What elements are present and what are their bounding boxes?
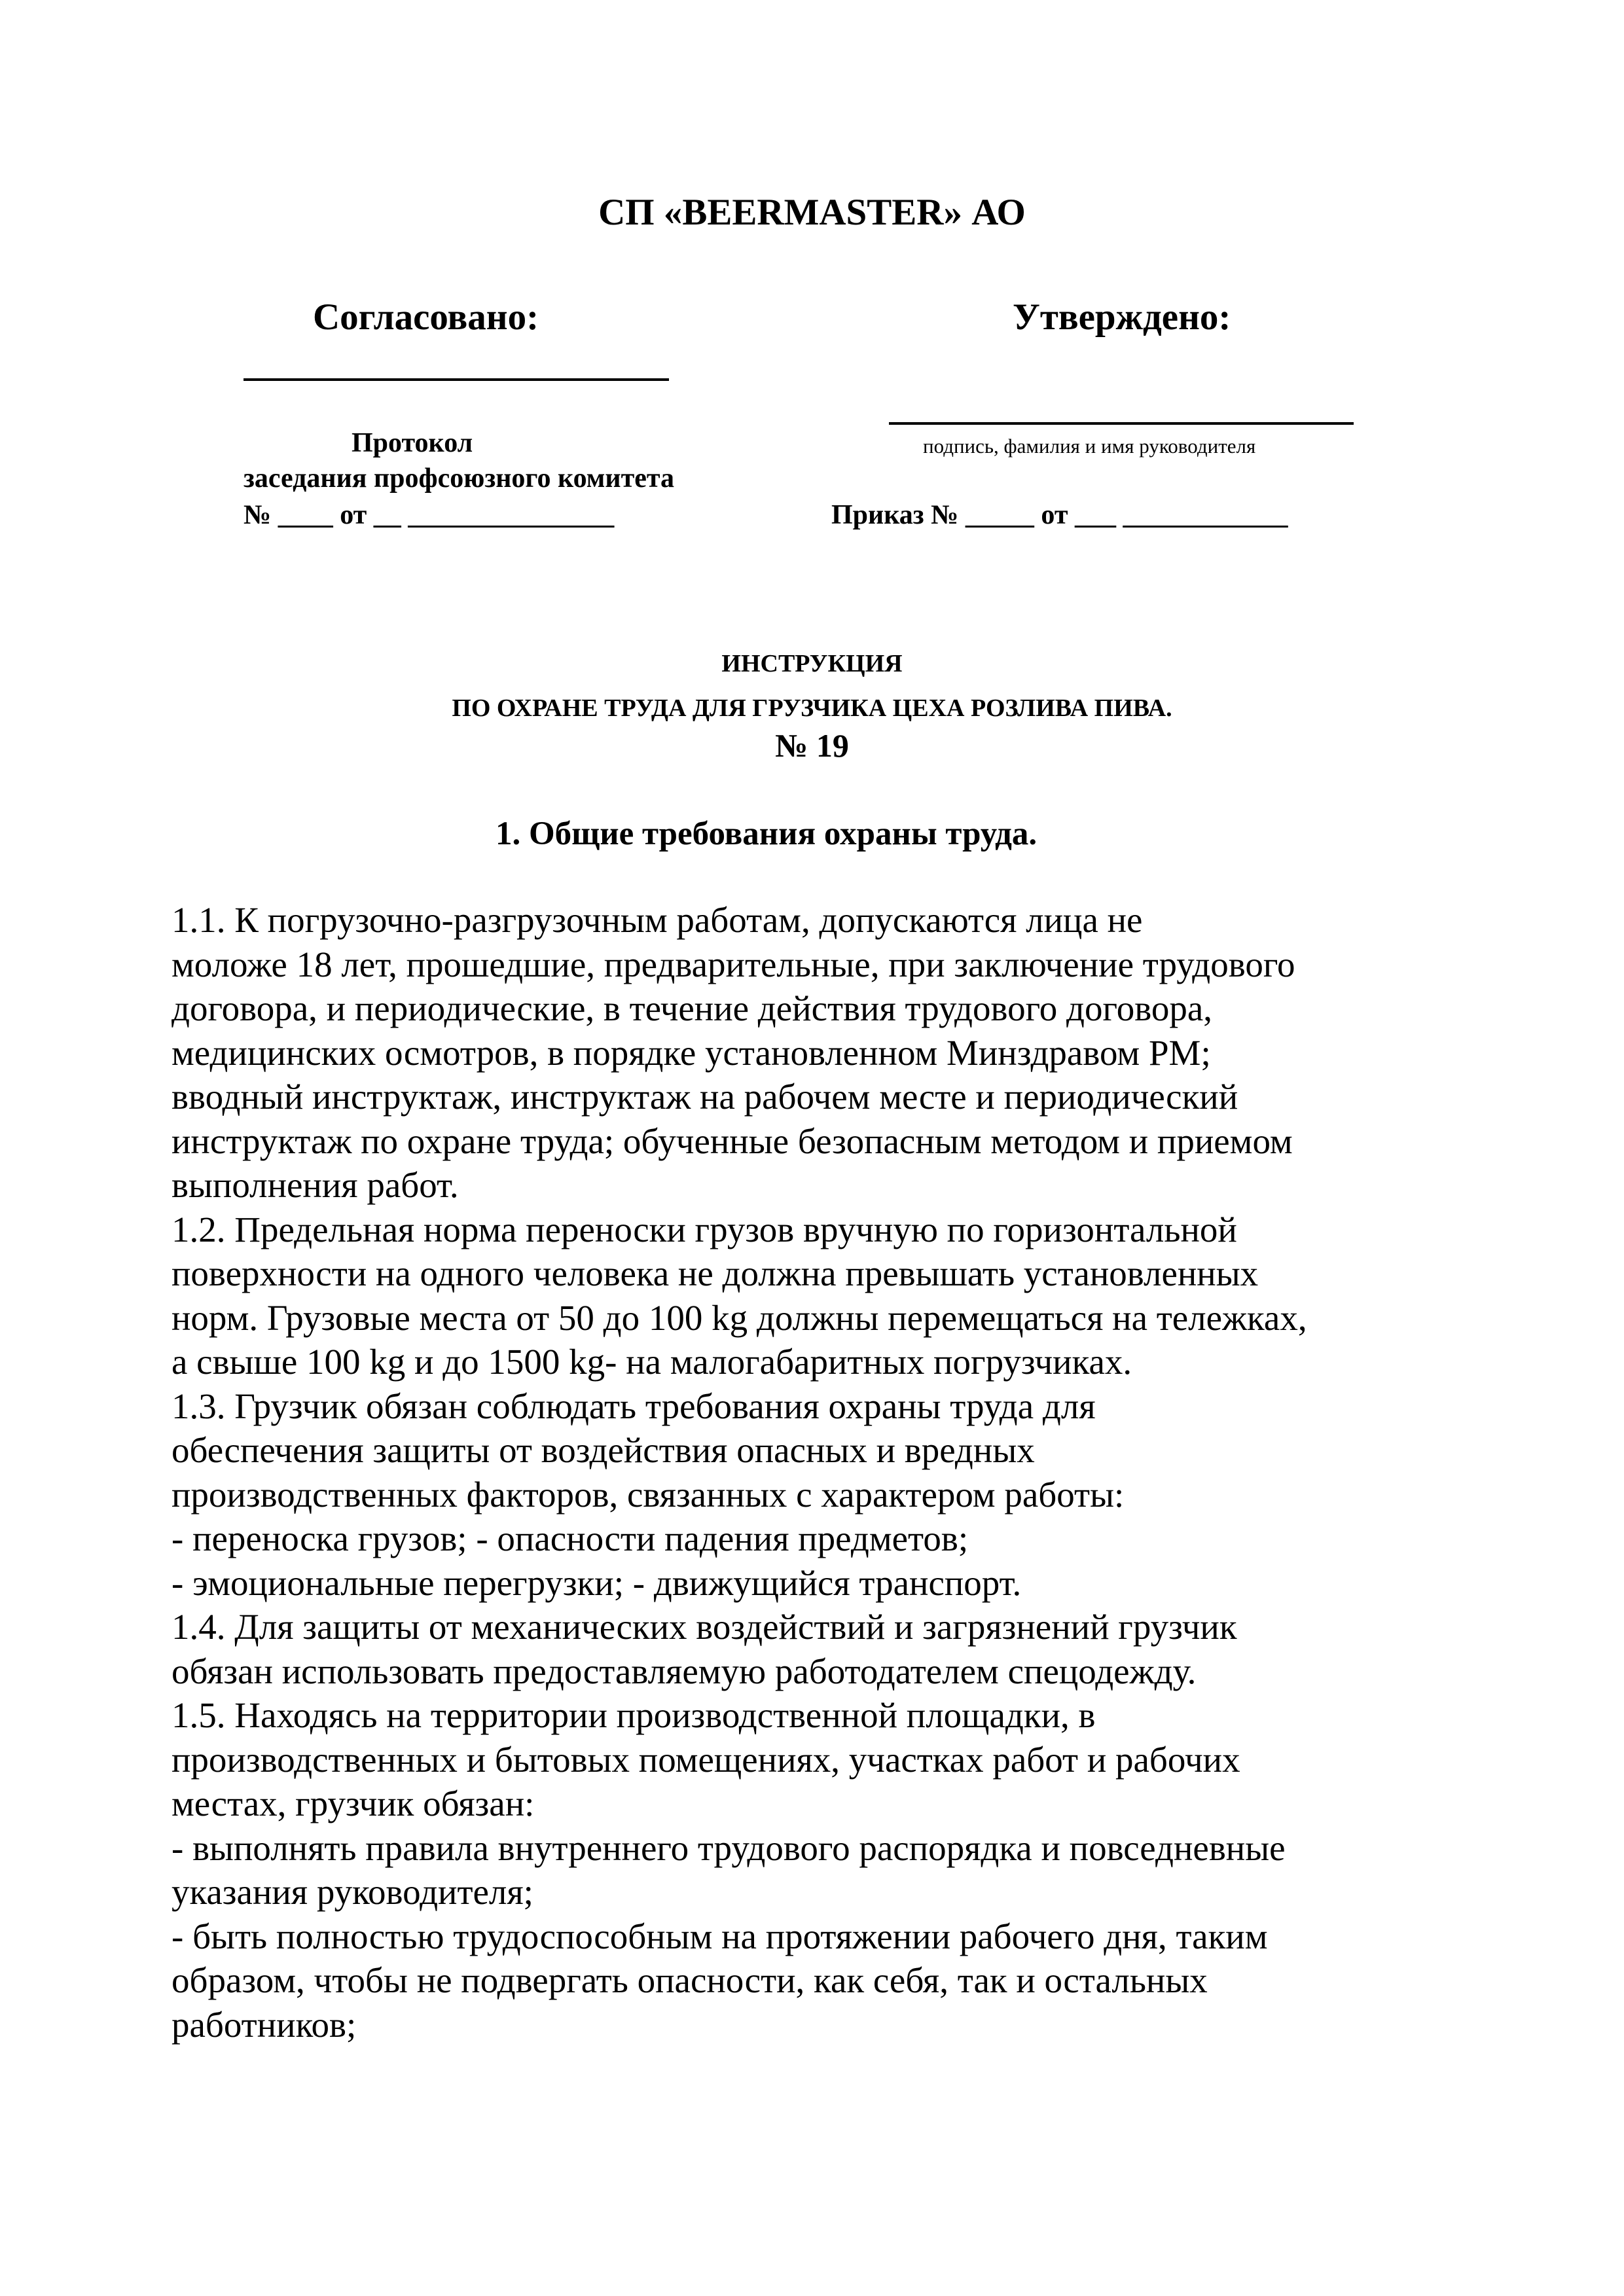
agreed-label: Согласовано: [313, 296, 539, 338]
body-line: указания руководителя; [171, 1872, 533, 1912]
body-line: 1.5. Находясь на территории производственной площадки, в [171, 1695, 1096, 1735]
body-line: моложе 18 лет, прошедшие, предварительные, при заключение трудового [171, 944, 1295, 984]
body-line: договора, и периодические, в течение действия трудового договора, [171, 988, 1212, 1028]
body-line: обеспечения защиты от воздействия опасных и вредных [171, 1430, 1035, 1470]
body-line: медицинских осмотров, в порядке установленном Минздравом РМ; [171, 1032, 1211, 1073]
body-line: - выполнять правила внутреннего трудового распорядка и повседневные [171, 1827, 1286, 1868]
approved-label: Утверждено: [1013, 296, 1231, 338]
body-line: образом, чтобы не подвергать опасности, как себя, так и остальных [171, 1960, 1208, 2000]
body-line: производственных и бытовых помещениях, участках работ и рабочих [171, 1739, 1240, 1780]
agreed-signature-line [244, 378, 669, 381]
body-line: 1.4. Для защиты от механических воздействий и загрязнений грузчик [171, 1607, 1237, 1647]
body-text [171, 898, 1481, 2047]
document-number: № 19 [775, 727, 849, 764]
approved-signature-line [889, 422, 1354, 425]
protocol-title: Протокол [352, 428, 473, 458]
body-line: - быть полностью трудоспособным на протяжении рабочего дня, таким [171, 1916, 1268, 1956]
body-line: - переноска грузов; - опасности падения предметов; [171, 1518, 969, 1558]
body-line: 1.2. Предельная норма переноски грузов вручную по горизонтальной [171, 1209, 1237, 1249]
body-line: - эмоциональные перегрузки; - движущийся транспорт. [171, 1562, 1022, 1603]
section-heading: 1. Общие требования охраны труда. [496, 816, 1038, 852]
body-line: инструктаж по охране труда; обученные безопасным методом и приемом [171, 1121, 1293, 1161]
body-line: обязан использовать предоставляемую работодателем спецодежду. [171, 1651, 1197, 1691]
organization-title: СП «BEERMASTER» АО [598, 192, 1026, 233]
body-line: работников; [171, 2004, 357, 2045]
body-line: норм. Грузовые места от 50 до 100 kg должны перемещаться на тележках, [171, 1297, 1307, 1338]
body-line: поверхности на одного человека не должна превышать установленных [171, 1253, 1259, 1293]
body-line: 1.1. К погрузочно-разгрузочным работам, допускаются лица не [171, 900, 1143, 940]
order-number: Приказ № _____ от ___ ____________ [831, 500, 1288, 530]
body-line: местах, грузчик обязан: [171, 1784, 535, 1823]
protocol-subtitle: заседания профсоюзного комитета [244, 463, 675, 493]
body-line: производственных факторов, связанных с характером работы: [171, 1474, 1125, 1515]
body-line: 1.3. Грузчик обязан соблюдать требования охраны труда для [171, 1386, 1096, 1426]
body-line: вводный инструктаж, инструктаж на рабочем месте и периодический [171, 1077, 1238, 1117]
body-line: выполнения работ. [171, 1165, 459, 1205]
document-type: ИНСТРУКЦИЯ [721, 650, 903, 677]
protocol-number: № ____ от __ _______________ [244, 500, 615, 530]
signature-caption: подпись, фамилия и имя руководителя [923, 435, 1256, 457]
body-line: а свыше 100 kg и до 1500 kg- на малогабаритных погрузчиках. [171, 1342, 1132, 1382]
document-subject: ПО ОХРАНЕ ТРУДА ДЛЯ ГРУЗЧИКА ЦЕХА РОЗЛИВА ПИВА. [452, 694, 1172, 722]
